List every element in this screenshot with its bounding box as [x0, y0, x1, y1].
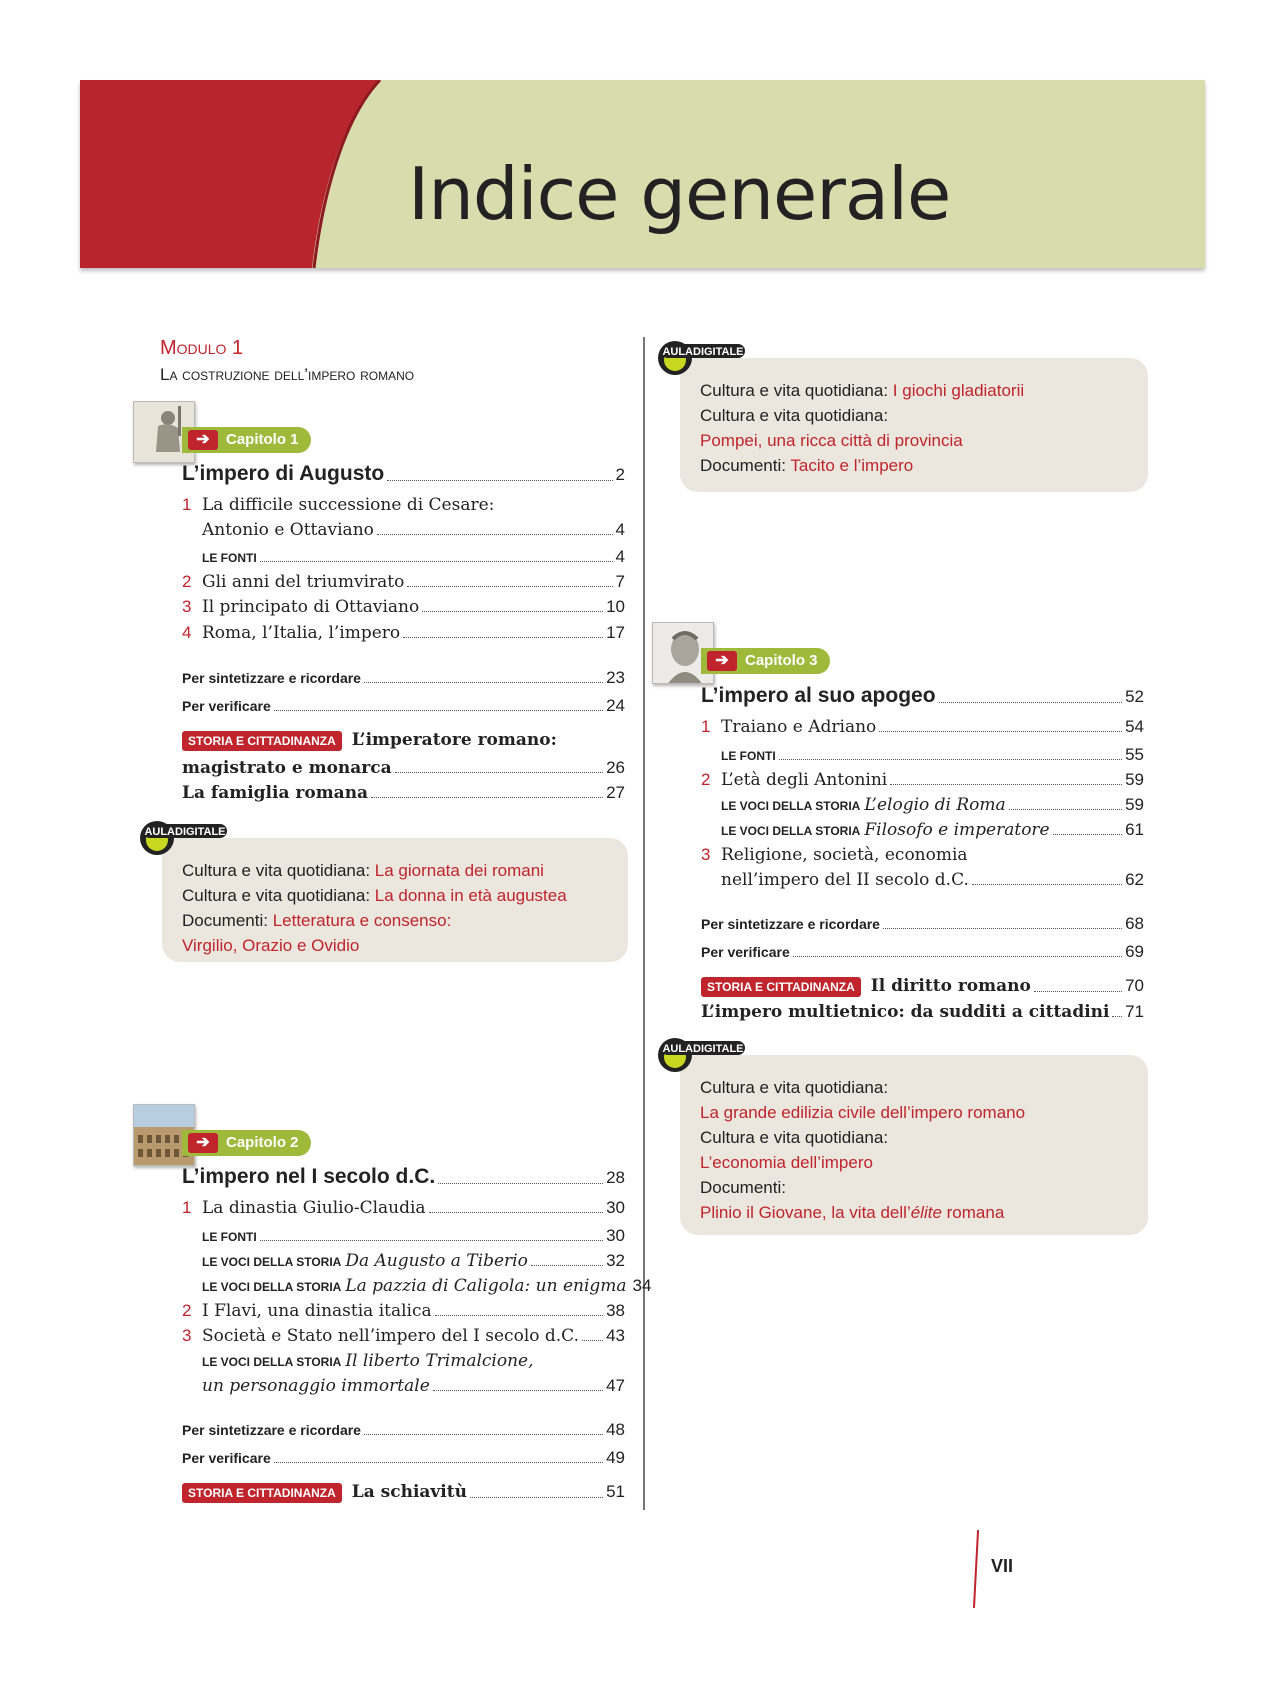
toc-entry[interactable]: Antonio e Ottaviano 4	[202, 520, 625, 540]
toc-entry[interactable]: 2 I Flavi, una dinastia italica 38	[182, 1301, 625, 1321]
toc-storia[interactable]: STORIA E CITTADINANZA Il diritto romano 70	[701, 976, 1144, 997]
chapter-3-title[interactable]: L’impero al suo apogeo 52	[701, 684, 1144, 707]
toc-entry-voci[interactable]: LE VOCI DELLA STORIA Filosofo e imperatore 61	[721, 820, 1144, 840]
toc-verify[interactable]: Per verificare 49	[182, 1448, 625, 1467]
link[interactable]: Letteratura e consenso:	[272, 911, 452, 930]
svg-text:AULADIGITALE: AULADIGITALE	[144, 826, 226, 838]
link[interactable]: I giochi gladiatorii	[892, 381, 1025, 400]
module-subtitle: La costruzione dell’impero romano	[160, 365, 415, 384]
column-divider	[643, 337, 645, 1510]
aula-digitale-box: Cultura e vita quotidiana: I giochi gladiatorii Cultura e vita quotidiana: Pompei, una ricca città di provincia Documenti: Tacito e l’impero	[680, 358, 1148, 492]
aula-digitale-box: Cultura e vita quotidiana: La grande edilizia civile dell’impero romano Cultura e vita quotidiana: L’economia dell’impero Documenti: Plinio il Giovane, la vita dell’élite romana	[680, 1055, 1148, 1235]
storia-cittadinanza-badge: STORIA E CITTADINANZA	[701, 977, 861, 997]
page-title: Indice generale	[408, 152, 951, 236]
chapter-3-badge: ➔ Capitolo 3	[701, 648, 830, 674]
chapter-1-title[interactable]: L’impero di Augusto 2	[182, 462, 625, 485]
toc-summary[interactable]: Per sintetizzare e ricordare 48	[182, 1420, 625, 1439]
aula-digitale-logo-icon	[137, 818, 233, 862]
toc-storia[interactable]: magistrato e monarca 26	[182, 758, 625, 778]
chapter-2-title[interactable]: L’impero nel I secolo d.C. 28	[182, 1165, 625, 1188]
arrow-right-icon: ➔	[707, 651, 737, 671]
chapter-1-badge: ➔ Capitolo 1	[182, 427, 311, 453]
toc-entry-voci[interactable]: LE VOCI DELLA STORIA La pazzia di Caligola: un enigma 34	[202, 1276, 652, 1296]
toc-verify[interactable]: Per verificare 24	[182, 696, 625, 715]
toc-storia[interactable]: STORIA E CITTADINANZA La schiavitù 51	[182, 1482, 625, 1503]
header-banner	[80, 80, 1205, 268]
toc-entry[interactable]: 1 La difficile successione di Cesare:	[182, 495, 495, 515]
toc-entry[interactable]: 3 Il principato di Ottaviano 10	[182, 597, 625, 617]
toc-entry[interactable]: nell’impero del II secolo d.C. 62	[721, 870, 1144, 890]
storia-cittadinanza-badge: STORIA E CITTADINANZA	[182, 731, 342, 751]
svg-text:AULADIGITALE: AULADIGITALE	[662, 346, 744, 358]
toc-entry-fonti[interactable]: LE FONTI 30	[202, 1226, 625, 1245]
page-number-rule	[973, 1530, 979, 1608]
toc-entry-voci[interactable]: LE VOCI DELLA STORIA Il liberto Trimalcione,	[202, 1351, 534, 1371]
toc-entry[interactable]: 1 La dinastia Giulio-Claudia 30	[182, 1198, 625, 1218]
svg-text:AULADIGITALE: AULADIGITALE	[662, 1043, 744, 1055]
toc-summary[interactable]: Per sintetizzare e ricordare 68	[701, 914, 1144, 933]
module-title: Modulo 1	[160, 337, 244, 359]
link[interactable]: Tacito e l’impero	[790, 456, 914, 475]
link[interactable]: La grande edilizia civile dell’impero romano	[700, 1103, 1026, 1122]
link[interactable]: Pompei, una ricca città di provincia	[700, 431, 963, 450]
toc-entry-voci[interactable]: LE VOCI DELLA STORIA Da Augusto a Tiberio 32	[202, 1251, 625, 1271]
arrow-right-icon: ➔	[188, 1133, 218, 1153]
toc-entry-voci[interactable]: un personaggio immortale 47	[202, 1376, 625, 1396]
storia-cittadinanza-badge: STORIA E CITTADINANZA	[182, 1483, 342, 1503]
chapter-2-badge: ➔ Capitolo 2	[182, 1130, 311, 1156]
toc-summary[interactable]: Per sintetizzare e ricordare 23	[182, 668, 625, 687]
toc-storia[interactable]: La famiglia romana 27	[182, 783, 625, 803]
toc-entry[interactable]: 2 L’età degli Antonini 59	[701, 770, 1144, 790]
toc-entry-fonti[interactable]: LE FONTI 4	[202, 547, 625, 566]
toc-entry[interactable]: 2 Gli anni del triumvirato 7	[182, 572, 625, 592]
toc-storia[interactable]: L’impero multietnico: da sudditi a cittadini 71	[701, 1002, 1144, 1022]
toc-entry-fonti[interactable]: LE FONTI 55	[721, 745, 1144, 764]
toc-entry[interactable]: 4 Roma, l’Italia, l’impero 17	[182, 623, 625, 643]
link[interactable]: La giornata dei romani	[374, 861, 544, 880]
page-number: VII	[991, 1556, 1014, 1576]
toc-entry[interactable]: 3 Religione, società, economia	[701, 845, 968, 865]
link[interactable]: La donna in età augustea	[374, 886, 567, 905]
link[interactable]: Virgilio, Orazio e Ovidio	[182, 936, 360, 955]
link[interactable]: L’economia dell’impero	[700, 1153, 873, 1172]
toc-storia[interactable]: STORIA E CITTADINANZA L’imperatore romano:	[182, 730, 625, 751]
aula-digitale-logo-icon	[655, 338, 751, 382]
toc-entry[interactable]: 1 Traiano e Adriano 54	[701, 717, 1144, 737]
aula-digitale-box: Cultura e vita quotidiana: La giornata dei romani Cultura e vita quotidiana: La donna in età augustea Documenti: Letteratura e consenso: Virgilio, Orazio e Ovidio	[162, 838, 628, 962]
link[interactable]: Plinio il Giovane, la vita dell’élite romana	[700, 1203, 1005, 1222]
arrow-right-icon: ➔	[188, 430, 218, 450]
toc-entry[interactable]: 3 Società e Stato nell’impero del I secolo d.C. 43	[182, 1326, 625, 1346]
toc-verify[interactable]: Per verificare 69	[701, 942, 1144, 961]
aula-digitale-logo-icon	[655, 1035, 751, 1079]
toc-entry-voci[interactable]: LE VOCI DELLA STORIA L’elogio di Roma 59	[721, 795, 1144, 815]
